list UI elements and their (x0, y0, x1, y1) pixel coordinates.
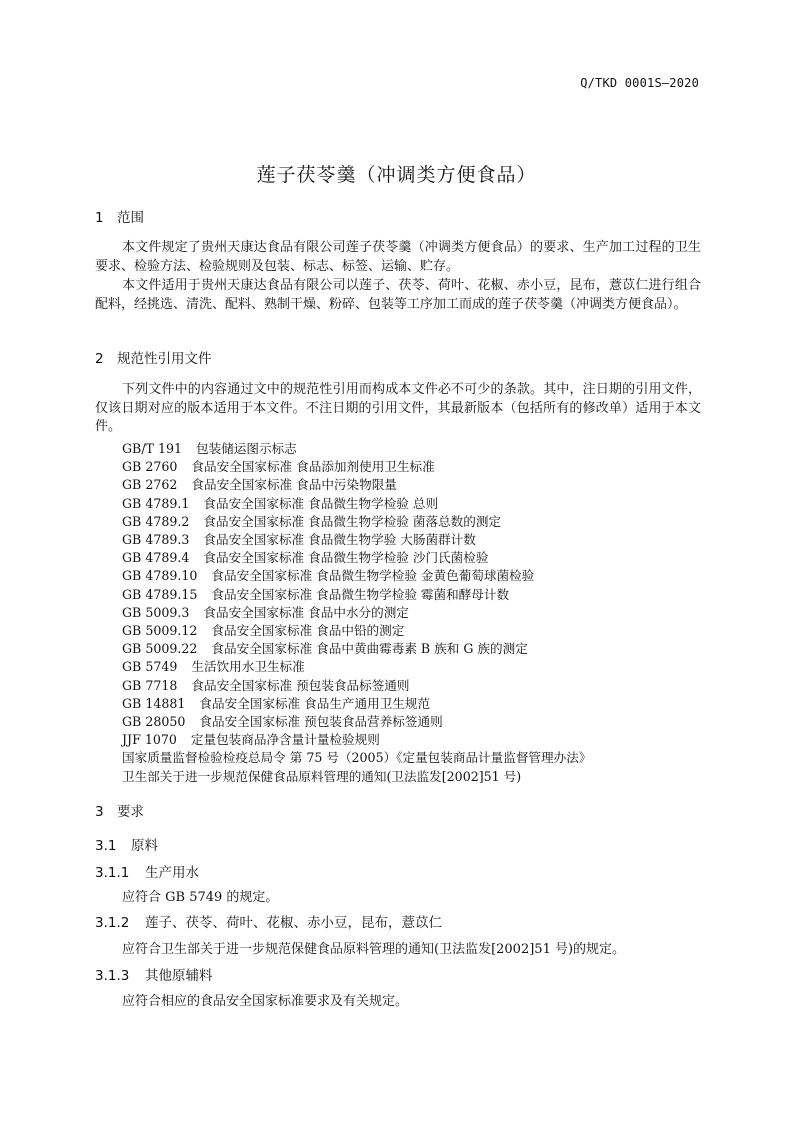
reference-code: GB 14881 (122, 695, 186, 711)
reference-code: JJF 1070 (122, 732, 177, 748)
reference-title: 食品安全国家标准 食品添加剂使用卫生标准 (191, 459, 435, 475)
reference-title: 食品安全国家标准 食品中污染物限量 (191, 477, 397, 493)
reference-code: GB 5749 (122, 659, 178, 675)
document-number: Q/TKD 0001S—2020 (580, 76, 699, 90)
section-3-heading (95, 800, 144, 820)
subsection-number: 3.1.3 (95, 968, 130, 984)
reference-title: 食品安全国家标准 食品中黄曲霉毒素 B 族和 G 族的测定 (211, 641, 528, 657)
subsection-title: 原料 (131, 838, 158, 854)
reference-title: 食品安全国家标准 食品微生物学检验 总则 (203, 495, 439, 511)
reference-item (122, 604, 591, 622)
reference-item (122, 586, 591, 604)
reference-code: GB 5009.12 (122, 623, 198, 639)
reference-title: 食品安全国家标准 食品中铅的测定 (211, 623, 405, 639)
reference-code: GB/T 191 (122, 441, 182, 456)
reference-title: 食品安全国家标准 食品微生物学检验 菌落总数的测定 (203, 513, 502, 529)
reference-item (122, 713, 591, 731)
subsection-3-1-heading (95, 834, 158, 854)
reference-title: 食品安全国家标准 食品生产通用卫生规范 (199, 695, 431, 711)
section-title: 规范性引用文件 (117, 351, 212, 367)
reference-item (122, 531, 591, 549)
reference-item (122, 731, 591, 749)
reference-item (122, 658, 591, 676)
reference-item (122, 749, 591, 767)
reference-item (122, 440, 591, 458)
reference-item (122, 476, 591, 494)
reference-title: 定量包装商品净含量计量检验规则 (190, 732, 380, 748)
subsection-number: 3.1 (95, 838, 117, 854)
reference-title: 国家质量监督检验检疫总局令 第 75 号（2005）《定量包装商品计量监督管理办法》 (122, 750, 592, 766)
reference-code: GB 28050 (122, 714, 186, 730)
subsection-3-1-3-heading (95, 964, 213, 984)
reference-title: 生活饮用水卫生标准 (191, 659, 305, 675)
reference-item (122, 513, 591, 531)
subsection-title: 莲子、茯苓、荷叶、花椒、赤小豆，昆布，薏苡仁 (145, 915, 442, 931)
scope-paragraph-1: 本文件规定了贵州天康达食品有限公司莲子茯苓羹（冲调类方便食品）的要求、生产加工过程的卫生要求、检验方法、检验规则及包装、标志、标签、运输、贮存。 (95, 240, 701, 274)
reference-title: 食品安全国家标准 食品微生物学检验 霉菌和酵母计数 (211, 586, 510, 602)
reference-title: 食品安全国家标准 食品微生物学验 大肠菌群计数 (203, 532, 476, 548)
reference-item (122, 695, 591, 713)
reference-code: GB 4789.3 (122, 532, 190, 548)
subsection-number: 3.1.1 (95, 865, 130, 881)
reference-title: 食品安全国家标准 食品微生物学检验 沙门氏菌检验 (203, 550, 489, 566)
reference-item (122, 622, 591, 640)
reference-code: GB 4789.1 (122, 495, 190, 511)
references-intro: 下列文件中的内容通过文中的规范性引用而构成本文件必不可少的条款。其中，注日期的引用文件，仅该日期对应的版本适用于本文件。不注日期的引用文件，其最新版本（包括所有的修改单）适用于本文件。 (95, 382, 701, 434)
reference-item (122, 567, 591, 585)
reference-code: GB 5009.22 (122, 641, 198, 657)
reference-item (122, 768, 591, 786)
reference-item (122, 495, 591, 513)
reference-title: 卫生部关于进一步规范保健食品原料管理的通知(卫法监发[2002]51 号) (122, 768, 522, 784)
section-1-heading (95, 206, 144, 226)
reference-code: GB 4789.2 (122, 513, 190, 529)
reference-code: GB 5009.3 (122, 604, 190, 620)
reference-code: GB 4789.15 (122, 586, 198, 602)
document-title: 莲子茯苓羹（冲调类方便食品） (256, 164, 537, 186)
subsection-title: 生产用水 (145, 865, 199, 881)
reference-title: 食品安全国家标准 预包装食品营养标签通则 (199, 714, 443, 730)
reference-title: 包装储运图示标志 (196, 441, 297, 456)
reference-item (122, 458, 591, 476)
subsection-3-1-3-text: 应符合相应的食品安全国家标准要求及有关规定。 (122, 994, 409, 1009)
subsection-3-1-2-text: 应符合卫生部关于进一步规范保健食品原料管理的通知(卫法监发[2002]51 号)的规定。 (122, 942, 626, 957)
reference-item (122, 677, 591, 695)
section-number: 2 (95, 351, 104, 367)
section-number: 3 (95, 804, 104, 820)
reference-title: 食品安全国家标准 预包装食品标签通则 (191, 677, 410, 693)
reference-code: GB 7718 (122, 677, 178, 693)
subsection-3-1-2-heading (95, 911, 442, 931)
reference-code: GB 2760 (122, 459, 178, 475)
scope-paragraph-2: 本文件适用于贵州天康达食品有限公司以莲子、茯苓、荷叶、花椒、赤小豆，昆布，薏苡仁进行组合配料，经挑选、清洗、配料、熟制干燥、粉碎、包装等工序加工而成的莲子茯苓羹（冲调类方便食品）。 (95, 278, 701, 312)
section-title: 要求 (117, 804, 144, 820)
section-title: 范围 (117, 210, 144, 226)
subsection-number: 3.1.2 (95, 915, 130, 931)
reference-code: GB 4789.4 (122, 550, 190, 566)
reference-item (122, 549, 591, 567)
subsection-3-1-1-heading (95, 861, 199, 881)
reference-title: 食品安全国家标准 食品中水分的测定 (203, 604, 409, 620)
section-2-heading (95, 347, 212, 367)
reference-code: GB 4789.10 (122, 568, 198, 584)
subsection-3-1-1-text: 应符合 GB 5749 的规定。 (122, 890, 279, 905)
subsection-title: 其他原辅料 (145, 968, 213, 984)
reference-code: GB 2762 (122, 477, 178, 493)
section-number: 1 (95, 210, 104, 226)
reference-list (122, 440, 591, 786)
reference-title: 食品安全国家标准 食品微生物学检验 金黄色葡萄球菌检验 (211, 568, 535, 584)
reference-item (122, 640, 591, 658)
